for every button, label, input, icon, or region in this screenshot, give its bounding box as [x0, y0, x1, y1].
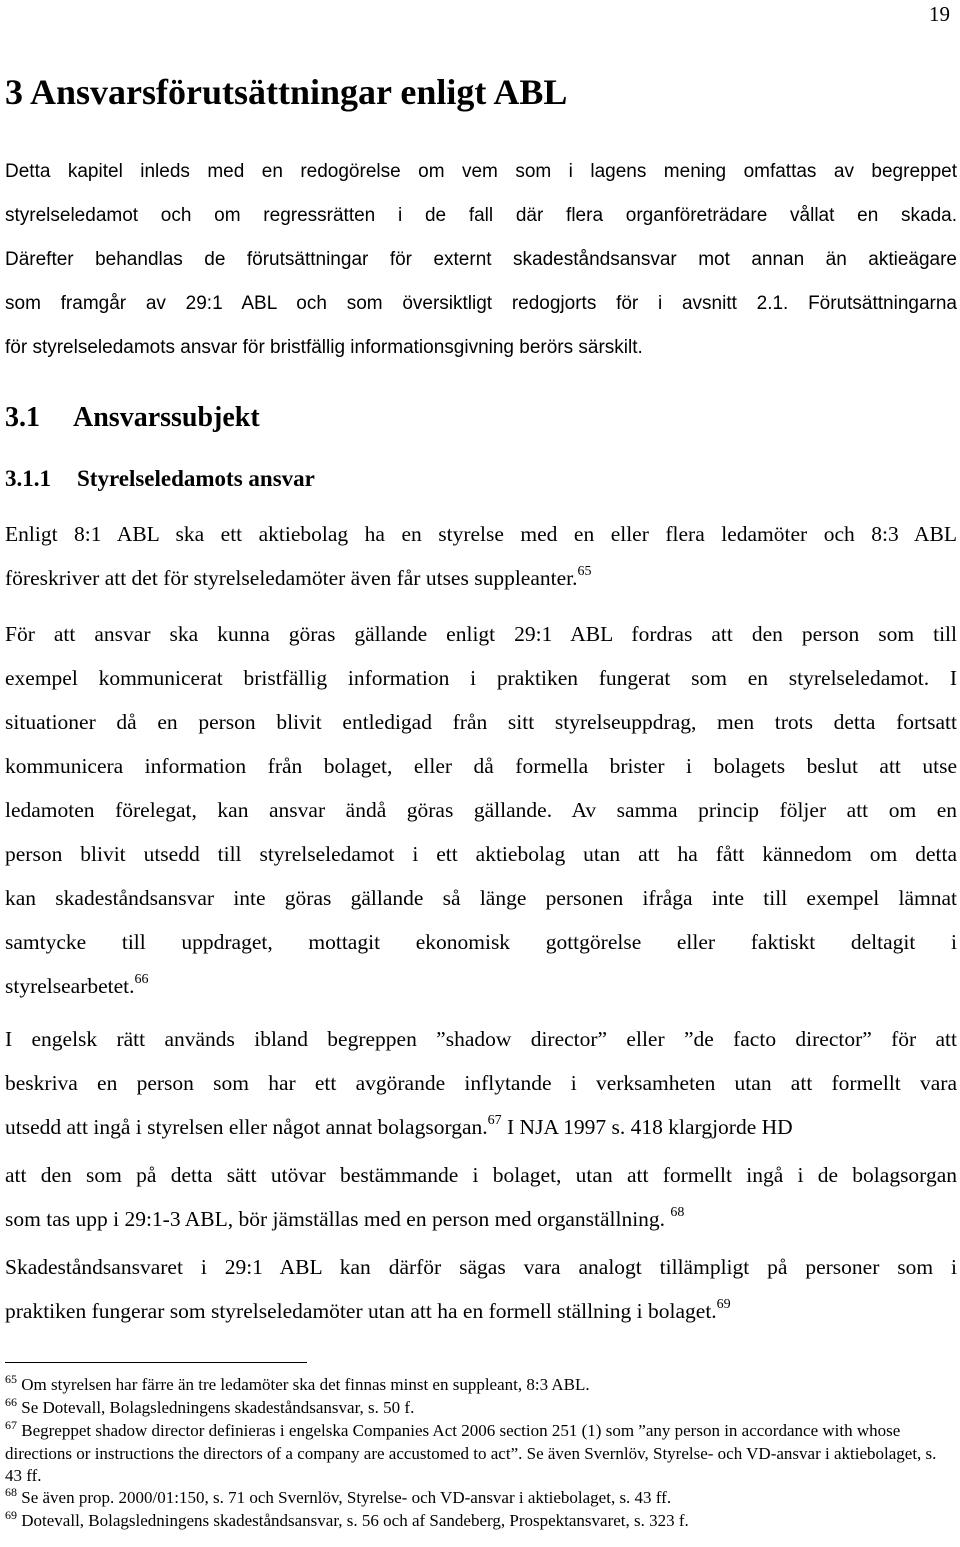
- footnotes: [5, 1374, 955, 1533]
- paragraph-line: som tas upp i 29:1-3 ABL, bör jämställas med en person med organställning. $^{68}$: [5, 1205, 685, 1231]
- subsection-number: 3.1.1: [5, 466, 51, 491]
- intro-line: Därefter behandlas de förutsättningar för externt skadeståndsansvar mot annan än aktieägare: [5, 249, 957, 270]
- paragraph-line: kommunicera information från bolaget, eller då formella brister i bolagets beslut att utse: [5, 754, 957, 778]
- footnote-ref: 67: [487, 1113, 502, 1128]
- paragraph-line: att den som på detta sätt utövar bestämmande i bolaget, utan att formellt ingå i de bolagsorgan: [5, 1163, 957, 1187]
- paragraph-line: utsedd att ingå i styrelsen eller något annat bolagsorgan.$^{67}$ I NJA 1997 s. 418 klargjorde HD: [5, 1113, 793, 1139]
- paragraph-line: styrelsearbetet.$^{66}$: [5, 972, 149, 998]
- footnote-ref: 68: [670, 1205, 685, 1220]
- footnote-69: $^{69}$ Dotevall, Bolagsledningens skadeståndsansvar, s. 56 och af Sandeberg, Prospektansvaret, s. 323 f.: [5, 1508, 689, 1530]
- footnote-67: $^{67}$ Begreppet shadow director definieras i engelska Companies Act 2006 section 251 (1) som ”any person in accordance with whose directions or instructions the directors of a company are accustomed to act”. Se även Svernlöv, Styrelse- och VD-ansvar i aktiebolaget, s. 43 ff.: [5, 1418, 937, 1485]
- paragraph-line: situationer då en person blivit entledigad från sitt styrelseuppdrag, men trots detta fortsatt: [5, 710, 957, 734]
- section-heading: [5, 400, 260, 436]
- intro-line: för styrelseledamots ansvar för bristfällig informationsgivning berörs särskilt.: [5, 337, 643, 358]
- section-number: 3.1: [5, 402, 40, 433]
- paragraph-3: [5, 1017, 957, 1337]
- footnote-ref: 66: [134, 972, 149, 987]
- page-number: 19: [929, 2, 950, 26]
- footnote-ref: 65: [577, 564, 592, 579]
- footnote-66: $^{66}$ Se Dotevall, Bolagsledningens skadeståndsansvar, s. 50 f.: [5, 1395, 415, 1417]
- paragraph-line: För att ansvar ska kunna göras gällande enligt 29:1 ABL fordras att den person som till: [5, 622, 957, 646]
- paragraph-line: beskriva en person som har ett avgörande inflytande i verksamheten utan att formellt vara: [5, 1071, 957, 1095]
- paragraph-line: Skadeståndsansvaret i 29:1 ABL kan därför sägas vara analogt tillämpligt på personer som i: [5, 1255, 957, 1279]
- paragraph-line: I engelsk rätt används ibland begreppen ”shadow director” eller ”de facto director” för att: [5, 1027, 957, 1051]
- paragraph-line: exempel kommunicerat bristfällig information i praktiken fungerat som en styrelseledamot. I: [5, 666, 957, 690]
- intro-line: Detta kapitel inleds med en redogörelse om vem som i lagens mening omfattas av begreppet: [5, 161, 957, 182]
- paragraph-line: person blivit utsedd till styrelseledamot i ett aktiebolag utan att ha fått kännedom om detta: [5, 842, 957, 866]
- subsection-heading: [5, 463, 315, 495]
- footnote-ref: 69: [716, 1297, 731, 1312]
- paragraph-2: [5, 612, 957, 1012]
- section-title: Ansvarssubjekt: [73, 402, 260, 433]
- intro-line: som framgår av 29:1 ABL och som översiktligt redogjorts för i avsnitt 2.1. Förutsättningarna: [5, 293, 957, 314]
- paragraph-line: Enligt 8:1 ABL ska ett aktiebolag ha en styrelse med en eller flera ledamöter och 8:3 ABL: [5, 522, 957, 546]
- paragraph-1: [5, 512, 957, 604]
- intro-paragraph: [5, 150, 957, 370]
- footnote-divider: [5, 1362, 307, 1363]
- paragraph-line: ledamoten förelegat, kan ansvar ändå göras gällande. Av samma princip följer att om en: [5, 798, 957, 822]
- chapter-title: 3 Ansvarsförutsättningar enligt ABL: [5, 72, 568, 112]
- intro-line: styrelseledamot och om regressrätten i de fall där flera organföreträdare vållat en skada.: [5, 205, 957, 226]
- footnote-65: $^{65}$ Om styrelsen har färre än tre ledamöter ska det finnas minst en suppleant, 8:3 ABL.: [5, 1372, 590, 1394]
- paragraph-line: kan skadeståndsansvar inte göras gällande så länge personen ifråga inte till exempel lämnat: [5, 886, 957, 910]
- paragraph-line: samtycke till uppdraget, mottagit ekonomisk gottgörelse eller faktiskt deltagit i: [5, 930, 957, 954]
- subsection-title: Styrelseledamots ansvar: [77, 466, 315, 491]
- paragraph-line: praktiken fungerar som styrelseledamöter utan att ha en formell ställning i bolaget.$^{69}$: [5, 1297, 731, 1323]
- footnote-68: $^{68}$ Se även prop. 2000/01:150, s. 71 och Svernlöv, Styrelse- och VD-ansvar i aktiebolaget, s. 43 ff.: [5, 1485, 672, 1507]
- paragraph-line: föreskriver att det för styrelseledamöter även får utses suppleanter.$^{65}$: [5, 564, 592, 590]
